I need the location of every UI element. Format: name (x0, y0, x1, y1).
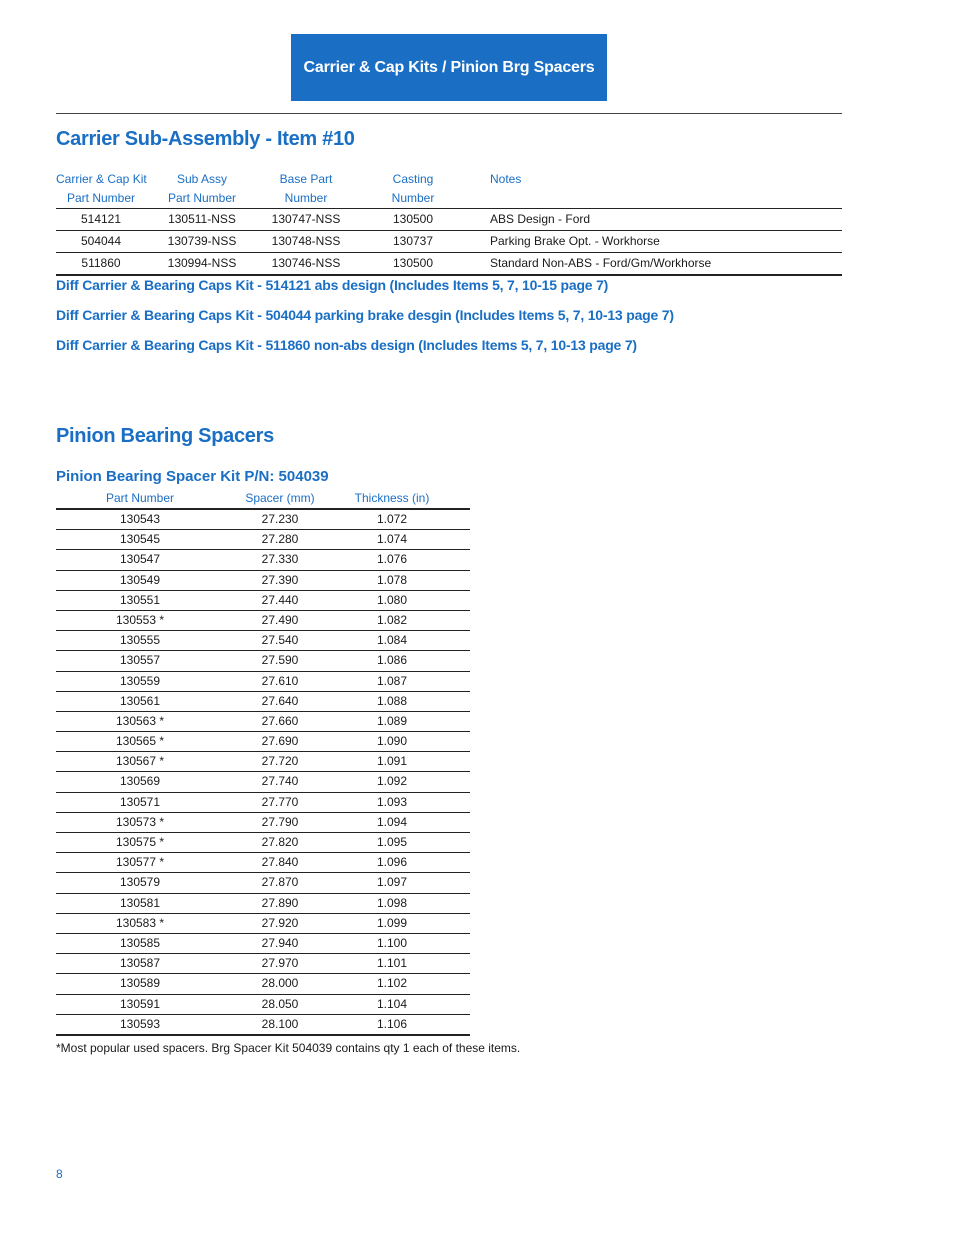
header-divider (56, 113, 842, 114)
header-casting: Casting Number (391, 172, 435, 205)
table-row (56, 914, 470, 934)
table-cell: 1.080 (376, 592, 408, 607)
carrier-section-title: Carrier Sub-Assembly - Item #10 (56, 128, 355, 150)
table-cell: 1.091 (376, 754, 408, 769)
table-cell: 28.100 (261, 1016, 299, 1031)
table-cell: 130551 (119, 592, 161, 607)
table-cell: 130747-NSS (271, 212, 341, 226)
table-cell: 130575 * (115, 835, 165, 849)
table-cell: 1.096 (376, 855, 408, 870)
table-cell: 27.890 (261, 895, 299, 910)
table-cell: Standard Non-ABS - Ford/Gm/Workhorse (490, 256, 712, 270)
table-cell: 1.087 (376, 673, 408, 688)
table-cell: 1.090 (376, 734, 408, 749)
table-cell: 514121 (80, 212, 122, 226)
pinion-kit-title: Pinion Bearing Spacer Kit P/N: 504039 (56, 468, 329, 485)
table-cell: 130500 (392, 256, 434, 270)
table-cell: 1.088 (376, 693, 408, 708)
table-cell: 1.095 (376, 835, 408, 849)
table-row (56, 974, 470, 994)
kit-description-3: Diff Carrier & Bearing Caps Kit - 511860 non-abs design (Includes Items 5, 7, 10-13 page 7) (56, 337, 637, 353)
table-cell: 130559 (119, 673, 161, 688)
table-cell: 130500 (392, 212, 434, 226)
table-cell: 130739-NSS (167, 234, 237, 248)
header-part-number: Part Number (105, 491, 175, 505)
table-row (56, 813, 470, 833)
table-row (56, 571, 470, 591)
table-row (56, 954, 470, 974)
table-cell: 28.050 (261, 996, 299, 1011)
table-cell: 27.330 (261, 552, 299, 567)
table-cell: 130583 * (115, 915, 165, 930)
table-row (56, 793, 470, 813)
table-cell: 1.084 (376, 633, 408, 648)
table-cell: 27.870 (261, 875, 299, 890)
table-cell: 27.390 (261, 572, 299, 587)
table-cell: 27.540 (261, 633, 299, 648)
spacer-table (56, 489, 470, 1036)
table-row (56, 510, 470, 530)
table-cell: 27.230 (261, 512, 299, 526)
table-row (56, 672, 470, 692)
header-spacer-mm: Spacer (mm) (245, 491, 315, 505)
table-row (56, 591, 470, 611)
table-row (56, 231, 842, 253)
table-cell: 130567 * (115, 754, 165, 769)
table-cell: 1.086 (376, 653, 408, 668)
header-base-part: Base Part Number (279, 172, 333, 205)
table-cell: 1.101 (376, 956, 408, 971)
table-cell: 27.590 (261, 653, 299, 668)
table-cell: 130553 * (115, 612, 165, 627)
table-cell: 27.660 (261, 713, 299, 728)
table-cell: 1.072 (376, 512, 408, 526)
section-banner: Carrier & Cap Kits / Pinion Brg Spacers (291, 34, 607, 101)
table-cell: 130561 (119, 693, 161, 708)
table-cell: 1.104 (376, 996, 408, 1011)
table-cell: 130593 (119, 1016, 161, 1031)
table-row (56, 894, 470, 914)
table-row (56, 995, 470, 1015)
table-cell: 27.610 (261, 673, 299, 688)
table-cell: 130737 (392, 234, 434, 248)
table-cell: Parking Brake Opt. - Workhorse (490, 234, 660, 248)
table-cell: 27.490 (261, 612, 299, 627)
table-cell: 1.092 (376, 774, 408, 789)
header-thickness-in: Thickness (in) (354, 491, 430, 505)
table-row (56, 550, 470, 570)
table-row (56, 530, 470, 550)
table-cell: 130543 (119, 512, 161, 526)
kit-description-2: Diff Carrier & Bearing Caps Kit - 504044 parking brake desgin (Includes Items 5, 7, 10-13 page 7) (56, 307, 674, 323)
table-cell: 130589 (119, 976, 161, 991)
table-cell: 27.690 (261, 734, 299, 749)
table-cell: 130557 (119, 653, 161, 668)
table-row (56, 752, 470, 772)
table-cell: 1.102 (376, 976, 408, 991)
carrier-table-header (56, 170, 842, 209)
table-cell: 1.093 (376, 794, 408, 809)
table-cell: 27.790 (261, 814, 299, 829)
table-row (56, 1015, 470, 1036)
table-cell: ABS Design - Ford (490, 212, 591, 226)
table-cell: 130579 (119, 875, 161, 890)
table-cell: 130571 (119, 794, 161, 809)
table-cell: 130746-NSS (271, 256, 341, 270)
table-cell: 130549 (119, 572, 161, 587)
table-cell: 511860 (81, 256, 121, 270)
header-carrier-kit: Carrier & Cap Kit Part Number (56, 172, 147, 205)
carrier-table (56, 170, 842, 276)
table-cell: 27.920 (261, 915, 299, 930)
table-cell: 27.840 (261, 855, 299, 870)
table-cell: 130547 (119, 552, 161, 567)
table-cell: 1.076 (376, 552, 408, 567)
spacer-table-header (56, 489, 470, 510)
table-cell: 130545 (119, 532, 161, 547)
table-row (56, 853, 470, 873)
table-cell: 130581 (119, 895, 161, 910)
footnote: *Most popular used spacers. Brg Spacer Kit 504039 contains qty 1 each of these items. (56, 1041, 521, 1055)
kit-description-1: Diff Carrier & Bearing Caps Kit - 514121 abs design (Includes Items 5, 7, 10-15 page 7) (56, 277, 609, 293)
pinion-section-title: Pinion Bearing Spacers (56, 425, 274, 447)
table-cell: 1.089 (376, 713, 408, 728)
table-cell: 130569 (119, 774, 161, 789)
page-number: 8 (56, 1167, 63, 1181)
table-cell: 1.094 (376, 814, 408, 829)
table-cell: 1.098 (376, 895, 408, 910)
table-cell: 130577 * (115, 855, 165, 870)
table-row (56, 833, 470, 853)
table-row (56, 651, 470, 671)
table-cell: 130994-NSS (167, 256, 237, 270)
table-cell: 130748-NSS (271, 234, 341, 248)
table-cell: 1.082 (376, 612, 408, 627)
table-cell: 28.000 (261, 976, 299, 991)
table-cell: 504044 (80, 234, 122, 248)
table-cell: 130587 (119, 956, 161, 971)
table-cell: 27.720 (261, 754, 299, 769)
table-cell: 27.820 (261, 835, 299, 849)
table-cell: 130563 * (115, 713, 165, 728)
table-cell: 1.099 (376, 915, 408, 930)
table-cell: 1.097 (376, 875, 408, 890)
table-row (56, 732, 470, 752)
table-row (56, 934, 470, 954)
table-cell: 27.770 (261, 794, 299, 809)
table-row (56, 631, 470, 651)
table-cell: 130585 (119, 935, 161, 950)
table-row (56, 692, 470, 712)
table-row (56, 611, 470, 631)
table-row (56, 712, 470, 732)
table-row (56, 873, 470, 893)
table-cell: 1.100 (376, 935, 408, 950)
table-cell: 27.940 (261, 935, 299, 950)
table-row (56, 772, 470, 792)
table-cell: 1.074 (376, 532, 408, 547)
table-cell: 130555 (119, 633, 161, 648)
table-cell: 130511-NSS (168, 212, 236, 226)
table-cell: 27.640 (261, 693, 299, 708)
table-row (56, 253, 842, 276)
header-notes: Notes (490, 172, 522, 186)
table-cell: 1.078 (376, 572, 408, 587)
header-sub-assy: Sub Assy Part Number (167, 172, 237, 205)
table-cell: 27.280 (261, 532, 299, 547)
table-cell: 27.440 (261, 592, 299, 607)
table-row (56, 209, 842, 231)
table-cell: 27.970 (261, 956, 299, 971)
table-cell: 1.106 (376, 1016, 408, 1031)
table-cell: 130565 * (115, 734, 165, 749)
table-cell: 130573 * (115, 814, 165, 829)
table-cell: 27.740 (261, 774, 299, 789)
table-cell: 130591 (119, 996, 161, 1011)
